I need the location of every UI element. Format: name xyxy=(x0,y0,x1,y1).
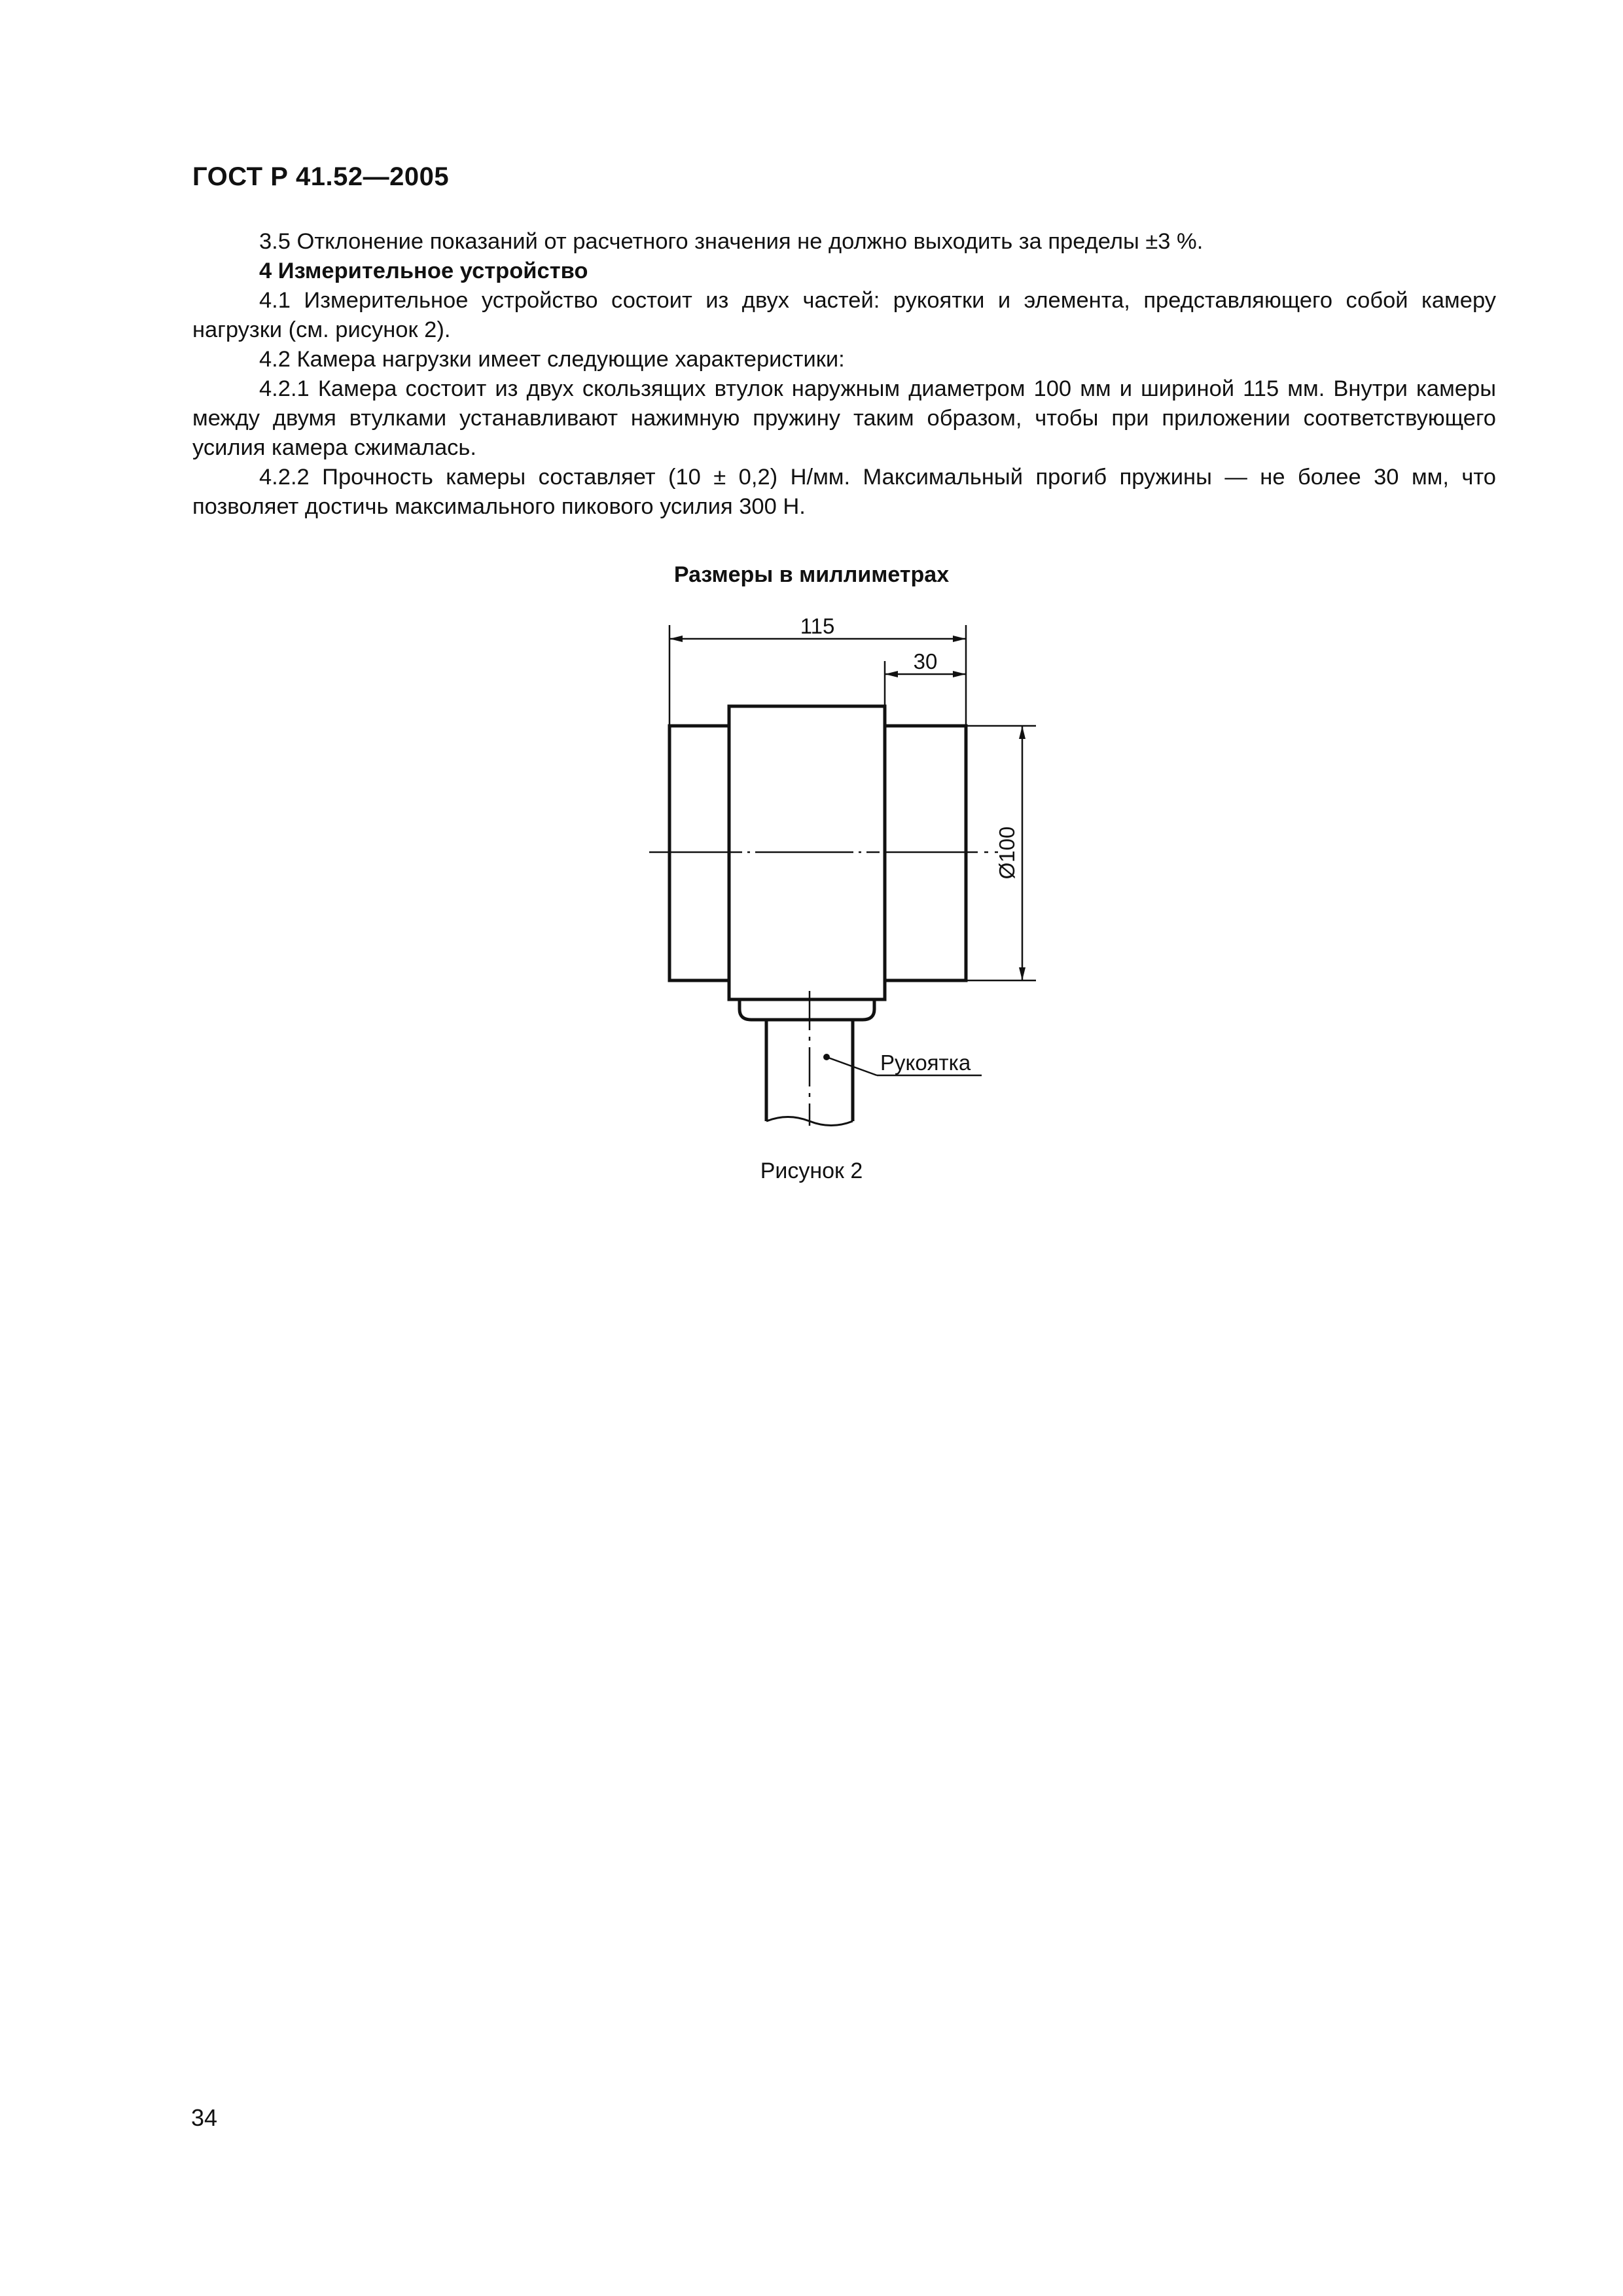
dimension-label-115: 115 xyxy=(800,614,835,638)
paragraph-4-2: 4.2 Камера нагрузки имеет следующие характеристики: xyxy=(259,347,845,372)
left-sleeve xyxy=(669,726,729,980)
right-sleeve xyxy=(885,726,966,980)
document-header: ГОСТ Р 41.52—2005 xyxy=(192,162,450,191)
units-note: Размеры в миллиметрах xyxy=(673,562,950,587)
dimension-label-30: 30 xyxy=(913,649,938,673)
figure-caption: Рисунок 2 xyxy=(760,1158,863,1183)
page-number: 34 xyxy=(191,2104,218,2131)
paragraph-4-1: 4.1 Измерительное устройство состоит из двух частей: рукоятки и элемента, представляющего собой камеру нагрузки (см. рисунок 2). xyxy=(192,288,1496,342)
paragraph-4-2-2: 4.2.2 Прочность камеры составляет (10 ± 0,2) Н/мм. Максимальный прогиб пружины — не более 30 мм, что позволяет достичь максимального пикового усилия 300 Н. xyxy=(192,465,1496,519)
paragraph-4-2-1: 4.2.1 Камера состоит из двух скользящих втулок наружным диаметром 100 мм и шириной 115 мм. Внутри камеры между двумя втулками устанавливают нажимную пружину таким образом, чтобы при приложении соответствующего усилия камера сжималась. xyxy=(192,376,1496,460)
paragraph-3-5: 3.5 Отклонение показаний от расчетного значения не должно выходить за пределы ±3 %. xyxy=(259,229,1204,254)
body-bottom-cap xyxy=(740,999,874,1020)
handle-label: Рукоятка xyxy=(880,1050,971,1075)
dimension-label-diameter: Ø100 xyxy=(995,826,1019,880)
section-heading-4: 4 Измерительное устройство xyxy=(259,259,588,283)
